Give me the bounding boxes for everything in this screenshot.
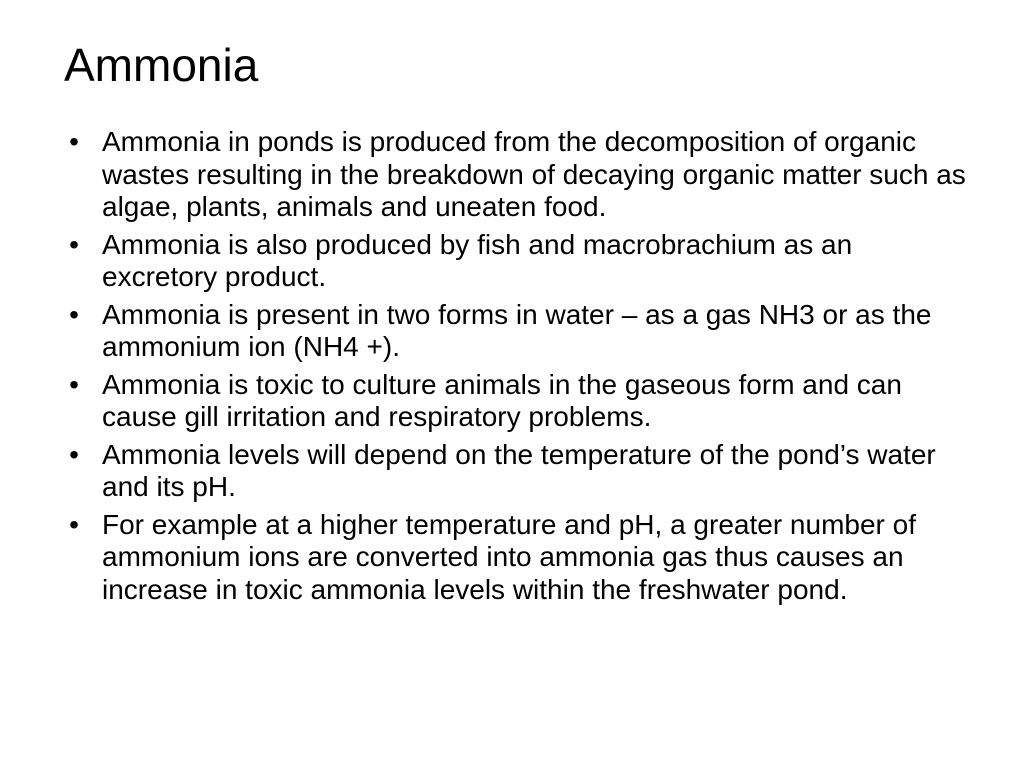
bullet-icon: • [69, 126, 79, 157]
bullet-text: Ammonia is toxic to culture animals in the gaseous form and can cause gill irritation and respiratory problems. [102, 368, 902, 432]
bullet-text: Ammonia is also produced by fish and macrobrachium as an excretory product. [102, 228, 853, 292]
bullet-item [64, 369, 974, 434]
bullet-item [64, 439, 974, 504]
slide-title: Ammonia [64, 39, 259, 91]
bullet-icon: • [69, 508, 79, 540]
bullet-icon: • [69, 228, 79, 260]
bullet-icon: • [69, 438, 79, 470]
bullet-item [64, 299, 974, 364]
bullet-text: Ammonia is present in two forms in water – as a gas NH3 or as the ammonium ion (NH4 +). [102, 298, 932, 362]
bullet-item [64, 509, 974, 607]
bullet-text: Ammonia levels will depend on the temperature of the pond’s water and its pH. [102, 438, 936, 502]
bullet-icon: • [69, 298, 79, 330]
bullet-icon: • [69, 368, 79, 400]
bullet-list [64, 126, 974, 611]
bullet-text: Ammonia in ponds is produced from the decomposition of organic wastes resulting in the breakdown of decaying organic matter such as algae, plants, animals and uneaten food. [102, 126, 966, 222]
bullet-item [64, 229, 974, 294]
bullet-item [64, 126, 974, 224]
bullet-text: For example at a higher temperature and pH, a greater number of ammonium ions are converted into ammonia gas thus causes an increase in toxic ammonia levels within the freshwater pond. [102, 508, 916, 605]
